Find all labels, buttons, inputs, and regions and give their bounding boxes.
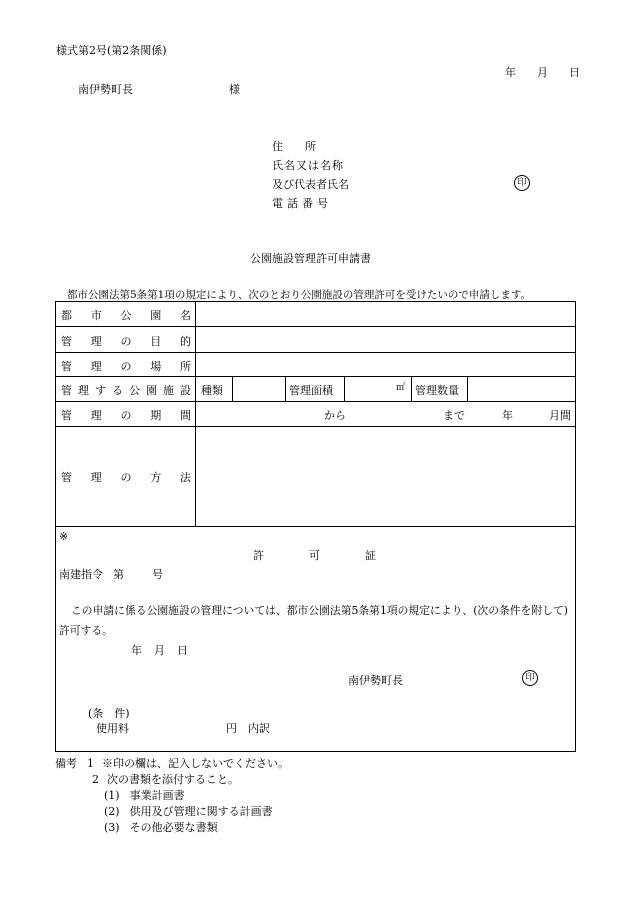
method-field[interactable] xyxy=(201,432,571,520)
notes-line-2: 2 次の書類を添付すること。 xyxy=(92,773,239,786)
quantity-label: 管理数量 xyxy=(415,384,459,397)
period-to: まで xyxy=(443,409,465,422)
office-use-mark: ※ xyxy=(59,530,69,543)
purpose-label: 管 理 の 目 的 xyxy=(61,335,191,348)
phone-label: 電話番号 xyxy=(272,197,332,210)
permit-title: 許 可 証 xyxy=(253,549,376,562)
facility-type-field[interactable] xyxy=(236,380,282,398)
permit-issuer: 南伊勢町長 xyxy=(348,674,403,687)
period-from: から xyxy=(324,409,346,422)
year-label: 年 xyxy=(505,66,516,79)
notes-item-2: (2) 供用及び管理に関する計画書 xyxy=(104,805,273,818)
park-name-field[interactable] xyxy=(201,306,571,324)
purpose-field[interactable] xyxy=(201,330,571,348)
quantity-field[interactable] xyxy=(471,380,571,398)
notes-line-1: 備考 1 ※印の欄は、記入しないでください。 xyxy=(55,757,289,770)
intro-text: 都市公園法第5条第1項の規定により、次のとおり公園施設の管理許可を受けたいので申請します。 xyxy=(67,289,532,301)
notes-item-1: (1) 事業計画書 xyxy=(104,789,185,802)
name-label: 氏名又は名称 xyxy=(272,159,344,172)
period-label: 管 理 の 期 間 xyxy=(61,409,191,422)
notes-item-3: (3) その他必要な書類 xyxy=(104,821,218,834)
addressee-honorific: 様 xyxy=(229,83,240,96)
address-label: 住 所 xyxy=(272,140,316,153)
park-name-label: 都 市 公 園 名 xyxy=(61,309,191,322)
form-number: 様式第2号(第2条関係) xyxy=(56,44,167,57)
fee-unit: 円 内訳 xyxy=(226,722,270,735)
day-label: 日 xyxy=(569,66,580,79)
application-form-table xyxy=(55,301,576,752)
method-label: 管 理 の 方 法 xyxy=(61,471,191,484)
applicant-seal-icon: 印 xyxy=(514,175,530,191)
header-date xyxy=(505,64,580,80)
facility-label: 管 理 す る 公 園 施 設 xyxy=(61,384,191,397)
issuer-seal-icon: 印 xyxy=(522,670,538,686)
conditions-label: (条 件) xyxy=(88,707,130,720)
location-label: 管 理 の 場 所 xyxy=(61,360,191,373)
area-label: 管理面積 xyxy=(289,384,333,397)
permit-body: この申請に係る公園施設の管理については、都市公園法第5条第1項の規定により、(次の条件を附して)許可する。 xyxy=(59,604,569,637)
area-unit: ㎡ xyxy=(396,383,406,393)
addressee-name: 南伊勢町長 xyxy=(78,83,133,96)
representative-label: 及び代表者氏名 xyxy=(272,178,349,191)
facility-type-label: 種類 xyxy=(201,384,223,397)
fee-label: 使用料 xyxy=(96,722,129,735)
permit-date: 年 月 日 xyxy=(131,644,188,657)
month-label: 月 xyxy=(537,66,548,79)
permit-number: 南建指令 第 号 xyxy=(59,568,163,581)
period-months: 月間 xyxy=(549,409,571,422)
location-field[interactable] xyxy=(201,355,571,373)
area-field[interactable] xyxy=(348,380,388,398)
period-year: 年 xyxy=(502,409,513,422)
document-title: 公園施設管理許可申請書 xyxy=(250,252,371,265)
